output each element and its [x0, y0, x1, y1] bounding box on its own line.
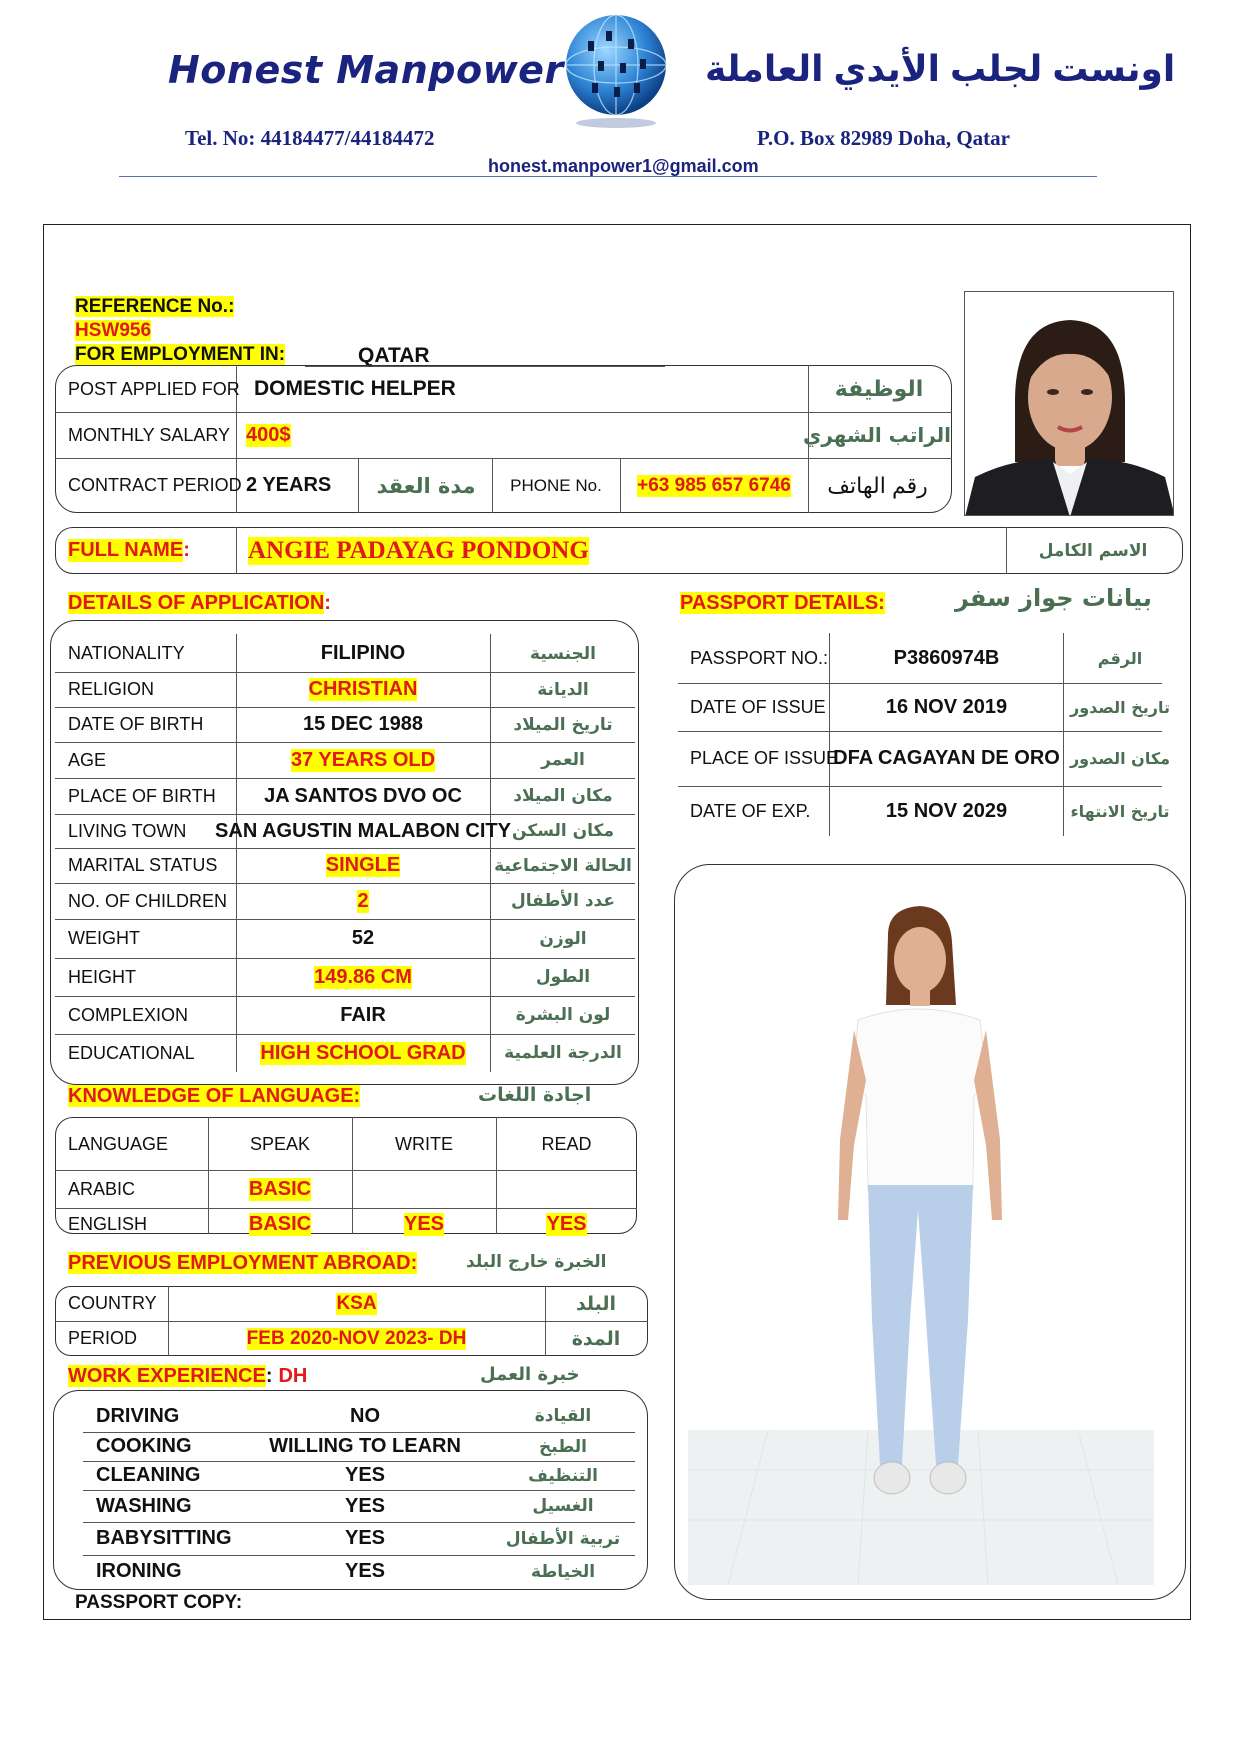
salary-value: 400$ [246, 423, 291, 446]
language-name: ENGLISH [68, 1213, 148, 1234]
passport-value: P3860974B [893, 646, 1000, 669]
details-label-ar: لون البشرة [515, 1005, 611, 1025]
details-value: SAN AGUSTIN MALABON CITY [215, 819, 511, 842]
details-label: PLACE OF BIRTH [68, 785, 216, 806]
passport-value: 16 NOV 2019 [885, 695, 1008, 718]
details-label: WEIGHT [68, 928, 140, 948]
passport-value: DFA CAGAYAN DE ORO [833, 747, 1060, 769]
details-value [236, 1034, 490, 1072]
work-value: YES [344, 1464, 386, 1486]
details-label-ar: مكان السكن [512, 821, 614, 841]
highlighted-value: YES [403, 1212, 445, 1235]
contract-label: CONTRACT PERIOD [68, 475, 242, 495]
prev-label-ar: المدة [571, 1327, 621, 1350]
highlighted-value: FEB 2020-NOV 2023- DH [246, 1327, 467, 1349]
details-heading: DETAILS OF APPLICATION: [68, 592, 331, 614]
full-name-label: FULL NAME : [68, 539, 190, 561]
work-heading: WORK EXPERIENCE: DH [68, 1365, 308, 1387]
passport-label-ar: تاريخ الانتهاء [1070, 801, 1170, 821]
details-label: MARITAL STATUS [68, 855, 218, 875]
passport-label-ar: مكان الصدور [1069, 749, 1171, 768]
work-value: YES [344, 1527, 386, 1549]
language-header: WRITE [395, 1133, 453, 1154]
details-label: NO. OF CHILDREN [68, 890, 228, 911]
highlighted-value: KSA [336, 1292, 377, 1314]
email-address[interactable]: honest.manpower1@gmail.com [488, 156, 759, 176]
language-level [208, 1170, 352, 1208]
details-value [236, 958, 490, 996]
work-value: YES [344, 1560, 386, 1582]
post-value: DOMESTIC HELPER [254, 377, 456, 400]
details-label-ar: الحالة الاجتماعية [494, 855, 632, 876]
details-value: 52 [351, 927, 375, 949]
work-label: IRONING [96, 1560, 182, 1582]
details-value [236, 848, 490, 883]
details-value [236, 742, 490, 778]
language-level [496, 1208, 637, 1240]
details-label-ar: الدرجة العلمية [504, 1043, 622, 1063]
details-label: DATE OF BIRTH [68, 714, 204, 734]
work-label-ar: التنظيف [528, 1465, 598, 1486]
details-label: LIVING TOWN [68, 820, 187, 841]
details-label: HEIGHT [68, 966, 137, 987]
language-header: READ [541, 1133, 592, 1154]
phone-value: +63 985 657 6746 [637, 474, 791, 496]
passport-rule [1063, 633, 1064, 836]
passport-heading-ar: بيانات جواز سفر [955, 584, 1152, 612]
contract-label-ar: مدة العقد [376, 473, 476, 498]
prev-value [168, 1321, 545, 1356]
prev-label: PERIOD [68, 1328, 138, 1348]
highlighted-value: HIGH SCHOOL GRAD [260, 1041, 466, 1064]
language-name: ARABIC [68, 1178, 136, 1199]
post-label: POST APPLIED FOR [68, 378, 240, 399]
details-value: FAIR [340, 1003, 386, 1026]
work-value: WILLING TO LEARN [269, 1435, 461, 1457]
contract-value: 2 YEARS [246, 474, 332, 496]
work-value: YES [344, 1494, 386, 1517]
details-label-ar: عدد الأطفال [511, 891, 615, 911]
applicant-headshot [964, 291, 1174, 516]
passport-value: 15 NOV 2029 [885, 799, 1008, 822]
passport-label: DATE OF EXP. [690, 800, 811, 821]
phone-numbers: Tel. No: 44184477/44184472 [185, 126, 435, 150]
full-name-rule [236, 527, 237, 574]
details-label-ar: الطول [535, 967, 591, 987]
highlighted-value: CHRISTIAN [308, 678, 418, 700]
details-label-ar: العمر [541, 750, 585, 770]
full-name-label-ar: الاسم الكامل [1038, 540, 1148, 561]
work-value: NO [350, 1404, 380, 1427]
prev-label-ar: البلد [575, 1292, 617, 1315]
phone-label-ar: رقم الهاتف [827, 472, 928, 498]
language-level [352, 1170, 496, 1208]
work-label: WASHING [96, 1494, 192, 1517]
prev-employment-heading-ar: الخبرة خارج البلد [466, 1252, 607, 1272]
work-label-ar: الخياطة [530, 1561, 596, 1582]
details-label-ar: الجنسية [530, 643, 596, 664]
brand-name-en: Honest Manpower [168, 48, 564, 92]
language-level [496, 1170, 637, 1208]
salary-label-ar: الراتب الشهري [803, 423, 951, 447]
phone-label: PHONE No. [510, 475, 602, 495]
highlighted-value: SINGLE [325, 854, 401, 876]
work-label: COOKING [96, 1435, 192, 1457]
language-heading-ar: اجادة اللغات [478, 1084, 592, 1106]
language-level [352, 1208, 496, 1240]
details-label: NATIONALITY [68, 643, 185, 663]
language-header: LANGUAGE [68, 1133, 169, 1154]
passport-label-ar: تاريخ الصدور [1070, 697, 1170, 717]
work-label: CLEANING [96, 1464, 201, 1486]
language-level [208, 1208, 352, 1240]
details-label-ar: تاريخ الميلاد [513, 714, 613, 735]
work-label-ar: القيادة [534, 1406, 592, 1426]
highlighted-value: 37 YEARS OLD [290, 748, 436, 771]
po-box: P.O. Box 82989 Doha, Qatar [757, 126, 1010, 150]
work-label: BABYSITTING [96, 1527, 232, 1549]
passport-label: PASSPORT NO.: [690, 647, 829, 668]
full-name-rule [1006, 527, 1007, 574]
employment-value: QATAR [358, 344, 430, 367]
language-header: SPEAK [249, 1133, 311, 1154]
details-rule [490, 634, 491, 1072]
post-label-ar: الوظيفة [834, 376, 924, 402]
details-label-ar: مكان الميلاد [513, 786, 613, 806]
work-heading-ar: خبرة العمل [480, 1364, 580, 1385]
work-label-ar: الطبخ [539, 1436, 587, 1457]
prev-label: COUNTRY [68, 1293, 157, 1313]
details-label: RELIGION [68, 679, 155, 699]
brand-name-ar: اونست لجلب الأيدي العاملة [705, 48, 1176, 89]
passport-copy-label: PASSPORT COPY: [75, 1592, 243, 1613]
work-label-ar: الغسيل [532, 1496, 594, 1516]
language-heading: KNOWLEDGE OF LANGUAGE: [68, 1085, 361, 1107]
header-divider [119, 176, 1097, 177]
details-value [236, 672, 490, 707]
passport-label: DATE OF ISSUE [690, 696, 826, 717]
passport-heading: PASSPORT DETAILS: [680, 592, 885, 614]
prev-employment-heading: PREVIOUS EMPLOYMENT ABROAD: [68, 1252, 418, 1274]
details-label: COMPLEXION [68, 1004, 189, 1025]
applicant-full-body-photo [688, 880, 1154, 1585]
globe-logo [558, 13, 674, 129]
details-value: JA SANTOS DVO OC [264, 784, 462, 807]
details-label-ar: الوزن [539, 928, 587, 949]
reference-label: REFERENCE No.: [75, 296, 235, 317]
details-label: AGE [68, 749, 107, 770]
highlighted-value: BASIC [248, 1177, 312, 1200]
post-table-rule [358, 458, 359, 513]
passport-label-ar: الرقم [1097, 648, 1143, 668]
highlighted-value: 2 [357, 889, 369, 912]
work-label: DRIVING [96, 1404, 180, 1427]
highlighted-value: 149.86 CM [314, 965, 412, 988]
salary-label: MONTHLY SALARY [68, 424, 231, 445]
full-name-value: ANGIE PADAYAG PONDONG [248, 536, 589, 564]
details-value: 15 DEC 1988 [302, 713, 424, 735]
highlighted-value: YES [546, 1212, 587, 1235]
work-label-ar: تربية الأطفال [505, 1528, 621, 1549]
passport-label: PLACE OF ISSUE [690, 748, 839, 768]
prev-value [168, 1286, 545, 1321]
highlighted-value: BASIC [248, 1212, 312, 1235]
details-value [236, 883, 490, 919]
details-label: EDUCATIONAL [68, 1042, 195, 1063]
reference-value: HSW956 [75, 320, 152, 341]
details-label-ar: الديانة [537, 679, 589, 700]
employment-label: FOR EMPLOYMENT IN: [75, 344, 286, 365]
details-value: FILIPINO [320, 642, 406, 664]
